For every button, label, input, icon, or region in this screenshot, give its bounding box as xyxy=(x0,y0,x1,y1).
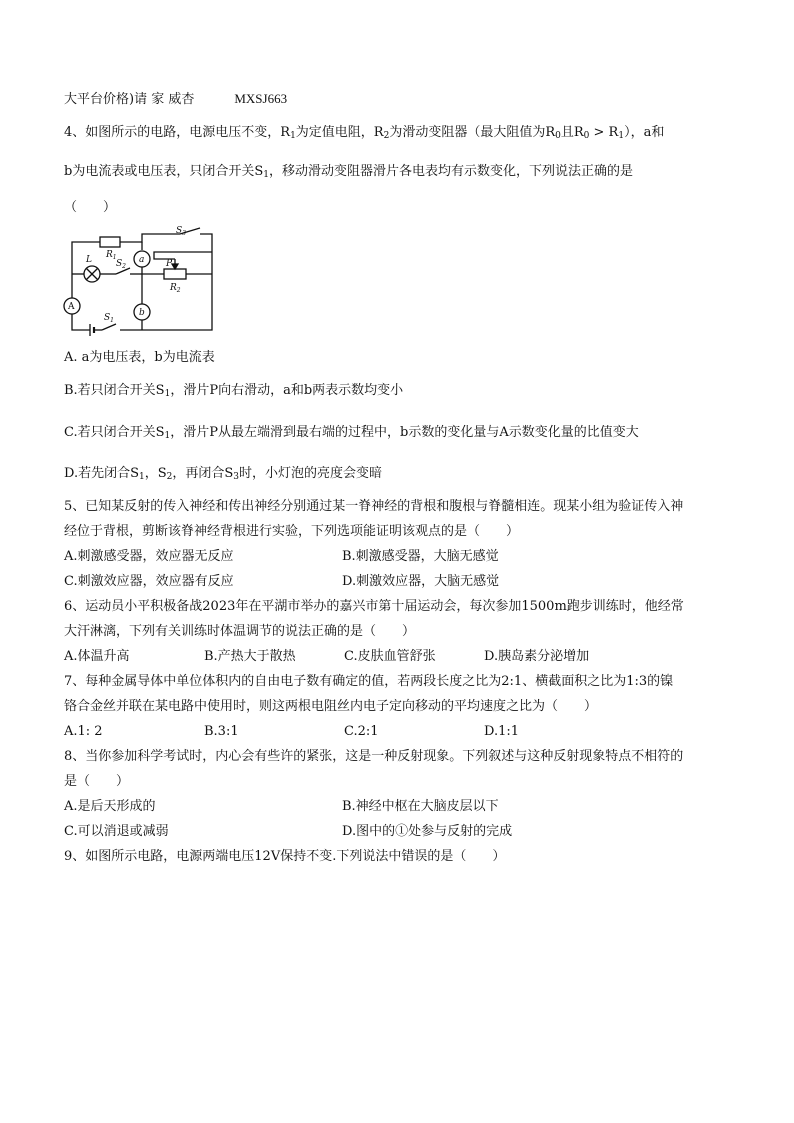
q4-option-d-text: D.若先闭合S xyxy=(64,466,139,481)
header-line xyxy=(64,90,287,109)
q7-line2: 铬合金丝并联在某电路中使用时，则这两根电阻丝内电子定向移动的平均速度之比为（ ） xyxy=(64,699,598,714)
header-code: MXSJ663 xyxy=(234,91,288,106)
label-ammeter: A xyxy=(68,302,75,312)
q6-line1: 6、运动员小平积极备战2023年在平湖市举办的嘉兴市第十届运动会，每次参加1500m跑步训练时，他经常 xyxy=(64,599,684,614)
q4-circuit-diagram xyxy=(62,222,222,340)
q7-option-d: D.1:1 xyxy=(484,724,520,739)
label-s2: $S_2$ xyxy=(116,259,126,270)
q4-text: ），a和 xyxy=(624,125,665,140)
q6-option-d: D.胰岛素分泌增加 xyxy=(484,649,590,664)
q6-option-b: B.产热大于散热 xyxy=(204,649,296,664)
q8-option-d: D.图中的①处参与反射的完成 xyxy=(342,824,513,839)
q4-option-c: C.若只闭合开关$S_1$，滑片P从最左端滑到最右端的过程中，b示数的变化量与A示数变化量的比值变大 xyxy=(64,425,639,441)
q5-line2: 经位于背根，剪断该脊神经背根进行实验，下列选项能证明该观点的是（ ） xyxy=(64,524,520,539)
q4-text: 为滑动变阻器（最大阻值为R xyxy=(389,125,556,140)
label-meter-a: a xyxy=(139,255,145,265)
q5-option-a: A.刺激感受器，效应器无反应 xyxy=(64,549,234,564)
switch-s1 xyxy=(102,324,116,330)
q7-line1: 7、每种金属导体中单位体积内的自由电子数有确定的值，若两段长度之比为2:1、横截面积之比为1:3的镍 xyxy=(64,674,674,689)
label-r1: $R_1$ xyxy=(106,250,117,261)
label-p: P xyxy=(166,259,173,269)
q4-option-c-text: C.若只闭合开关S xyxy=(64,425,165,440)
q5-option-c: C.刺激效应器，效应器有反应 xyxy=(64,574,234,589)
q4-option-b: B.若只闭合开关$S_1$，滑片P向右滑动，a和b两表示数均变小 xyxy=(64,383,404,399)
resistor-r2 xyxy=(164,269,186,279)
header-text: 大平台价格)请 家 威杏 xyxy=(64,92,195,107)
label-r2: $R_2$ xyxy=(170,283,181,294)
q4-option-d: D.若先闭合$S_1$，$S_2$，再闭合$S_3$时，小灯泡的亮度会变暗 xyxy=(64,466,383,482)
q4-text: 且R xyxy=(560,125,584,140)
q4-option-d-text: ，再闭合S xyxy=(172,466,234,481)
label-s1: $S_1$ xyxy=(104,313,114,324)
q7-option-c: C.2:1 xyxy=(344,724,379,739)
q4-line1: 4、如图所示的电路，电源电压不变，$R_1$为定值电阻，$R_2$为滑动变阻器（最大阻值为$R_0$且$R_0 > R_1$），a和 xyxy=(64,125,665,141)
resistor-r1 xyxy=(100,237,120,247)
q8-option-a: A.是后天形成的 xyxy=(64,799,156,814)
q8-line1: 8、当你参加科学考试时，内心会有些许的紧张，这是一种反射现象。下列叙述与这种反射现象特点不相符的 xyxy=(64,749,684,764)
q4-text: > R xyxy=(589,125,619,140)
q4-blank: （ ） xyxy=(64,200,117,215)
label-meter-b: b xyxy=(139,308,145,318)
q6-option-a: A.体温升高 xyxy=(64,649,130,664)
q7-option-a: A.1: 2 xyxy=(64,724,103,739)
q5-option-b: B.刺激感受器，大脑无感觉 xyxy=(342,549,499,564)
q4-option-d-text: 时，小灯泡的亮度会变暗 xyxy=(239,466,383,481)
q4-text: 4、如图所示的电路，电源电压不变，R xyxy=(64,125,291,140)
q9-line1: 9、如图所示电路，电源两端电压12V保持不变.下列说法中错误的是（ ） xyxy=(64,849,506,864)
label-lamp: L xyxy=(86,255,92,265)
q4-option-b-text: B.若只闭合开关S xyxy=(64,383,165,398)
q6-line2: 大汗淋漓，下列有关训练时体温调节的说法正确的是（ ） xyxy=(64,624,416,639)
q4-option-c-text: ，滑片P从最左端滑到最右端的过程中，b示数的变化量与A示数变化量的比值变大 xyxy=(170,425,639,440)
q4-line2: b为电流表或电压表，只闭合开关$S_1$，移动滑动变阻器滑片各电表均有示数变化，下列说法正确的是 xyxy=(64,164,633,180)
q7-option-b: B.3:1 xyxy=(204,724,239,739)
q8-option-b: B.神经中枢在大脑皮层以下 xyxy=(342,799,499,814)
q4-text: b为电流表或电压表，只闭合开关S xyxy=(64,164,264,179)
q5-option-d: D.刺激效应器，大脑无感觉 xyxy=(342,574,500,589)
q5-line1: 5、已知某反射的传入神经和传出神经分别通过某一脊神经的背根和腹根与脊髓相连。现某小组为验证传入神 xyxy=(64,499,684,514)
q8-option-c: C.可以消退或减弱 xyxy=(64,824,169,839)
label-s3: $S_3$ xyxy=(176,226,186,237)
q4-option-d-text: ，S xyxy=(144,466,167,481)
q6-option-c: C.皮肤血管舒张 xyxy=(344,649,436,664)
q4-option-b-text: ，滑片P向右滑动，a和b两表示数均变小 xyxy=(170,383,404,398)
q8-line2: 是（ ） xyxy=(64,774,130,789)
q4-option-a: A. a为电压表，b为电流表 xyxy=(64,350,215,365)
q4-text: ，移动滑动变阻器滑片各电表均有示数变化，下列说法正确的是 xyxy=(268,164,633,179)
q4-text: 为定值电阻，R xyxy=(295,125,384,140)
